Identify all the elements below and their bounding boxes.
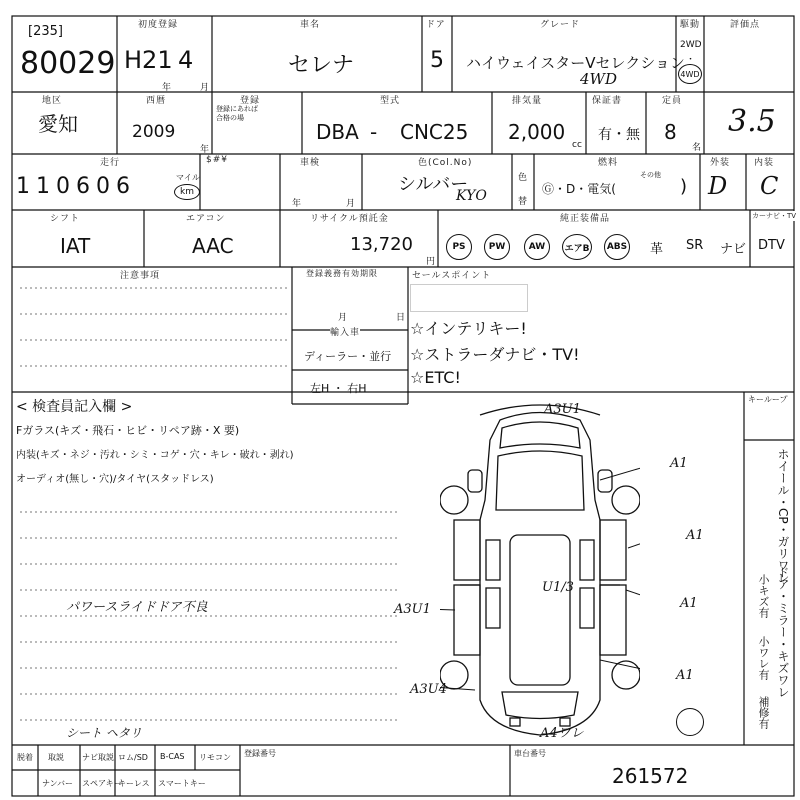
recycle-label: リサイクル預託金 <box>310 211 389 224</box>
warranty: 有・無 <box>598 127 640 143</box>
drive-4wd-circled: 4WD <box>678 64 702 84</box>
inspector-line-glass: Fガラス(キズ・飛石・ヒビ・リペア跡・X 要) <box>16 424 240 437</box>
reg-note-1: 登録にあれば <box>216 105 258 113</box>
equip-pw: PW <box>484 234 510 260</box>
ac: AAC <box>192 234 234 258</box>
repair-note: 補修有 <box>757 696 770 729</box>
fuel: Ⓖ・D・電気( <box>542 182 616 196</box>
damage-mark-right-front-door: A1 <box>686 528 704 543</box>
unit-label: $#¥ <box>206 155 228 165</box>
wheel-note: ホイール・CP・ガリワレ <box>776 448 790 584</box>
damage-mark-roof: U1/3 <box>542 580 574 595</box>
western-year-unit: 年 <box>200 145 210 155</box>
damage-mark-rear-left: A3U4 <box>410 682 447 697</box>
bottom-number: ナンバー <box>42 779 74 788</box>
western-year-label: 西暦 <box>146 93 166 106</box>
extra-label: 脱着 <box>17 753 33 762</box>
circle-mark <box>676 708 704 736</box>
bottom-keyless: キーレス <box>118 779 150 788</box>
reg-number-label: 登録番号 <box>244 749 276 758</box>
lot-number: 80029 <box>20 46 116 81</box>
interior-grade: C <box>760 172 779 200</box>
mile-label: マイル <box>176 173 200 182</box>
lot-prefix: [235] <box>28 24 63 39</box>
import-label: 輸入車 <box>330 325 360 338</box>
car-name: セレナ <box>288 53 355 78</box>
sales-point-1: ☆インテリキー! <box>410 319 527 338</box>
cc-unit: cc <box>572 140 582 150</box>
sales-point-label: セールスポイント <box>412 268 491 281</box>
equip-airbag: エアB <box>562 234 592 260</box>
equip-abs: ABS <box>604 234 630 260</box>
bottom-manual: 取説 <box>48 753 64 762</box>
reg-valid-label: 登録義務有効期限 <box>306 269 378 278</box>
handwritten-note-door: パワースライドドア不良 <box>66 600 208 615</box>
western-year: 2009 <box>132 122 176 142</box>
ac-label: エアコン <box>186 211 226 224</box>
region-label: 地区 <box>42 93 62 106</box>
bottom-spare-key: スペアキー <box>82 779 122 788</box>
exterior-grade: D <box>708 172 728 200</box>
drive-dot: ・ <box>686 55 696 65</box>
damage-mark-front-right: A1 <box>670 456 688 471</box>
damage-mark-rear-right: A1 <box>676 668 694 683</box>
equip-aw: AW <box>524 234 550 260</box>
chassis-number: 261572 <box>612 764 689 788</box>
mileage-digit: 6 <box>116 174 130 199</box>
bottom-bcas: B-CAS <box>160 752 185 761</box>
key-loop-label: キーループ <box>748 395 788 404</box>
mileage-label: 走行 <box>100 155 120 168</box>
capacity: 8 <box>664 120 677 144</box>
damage-mark-right-rear-door: A1 <box>680 596 698 611</box>
sales-point-2: ☆ストラーダナビ・TV! <box>410 345 580 364</box>
inspector-line-interior: 内装(キズ・ネジ・汚れ・シミ・コゲ・穴・キレ・破れ・剥れ) <box>16 450 294 461</box>
damage-mark-rear-bumper: A4ワレ <box>540 726 584 741</box>
warranty-label: 保証書 <box>592 93 622 106</box>
small-scratch-note: 小キズ有 <box>757 574 770 618</box>
reg-label: 登録 <box>240 93 260 106</box>
equip-dtv: DTV <box>758 238 785 253</box>
small-crack-note: 小ワレ有 <box>757 636 770 680</box>
color-change-2: 替 <box>518 197 528 207</box>
interior-label: 内装 <box>754 155 774 168</box>
color: シルバー <box>398 174 469 195</box>
mileage-digit: 1 <box>16 174 30 199</box>
bottom-navi-manual: ナビ取説 <box>82 753 114 762</box>
score-label: 評価点 <box>730 17 760 30</box>
car-name-label: 車名 <box>300 17 320 30</box>
month-unit: 月 <box>200 83 210 93</box>
color-label: 色(Col.No) <box>418 155 472 168</box>
fuel-other: その他 <box>640 171 661 179</box>
caution-label: 注意事項 <box>120 268 160 281</box>
year-unit: 年 <box>162 83 172 93</box>
model-prefix: DBA <box>316 120 359 144</box>
displacement: 2,000 <box>508 120 566 144</box>
shift: IAT <box>60 234 91 258</box>
exterior-label: 外装 <box>710 155 730 168</box>
fuel-close: ) <box>680 176 688 197</box>
bottom-smart-key: スマートキー <box>158 779 206 788</box>
damage-mark-front: A3U1 <box>544 402 581 417</box>
color-change-1: 色 <box>518 173 528 183</box>
equip-navi: ナビ <box>720 242 747 257</box>
equip-leather: 革 <box>650 242 664 257</box>
color-code: KYO <box>456 188 487 204</box>
damage-mark-left-door: A3U1 <box>394 602 431 617</box>
handle-side: 左H ・ 右H <box>310 382 367 395</box>
import-type: ディーラー・並行 <box>304 350 392 363</box>
equip-ps: PS <box>446 234 472 260</box>
inspector-title: < 検査員記入欄 > <box>16 399 133 415</box>
drive-2wd: 2WD <box>680 40 702 50</box>
model-code: CNC25 <box>400 120 469 144</box>
first-reg-label: 初度登録 <box>138 17 178 30</box>
mileage-digit: 0 <box>96 174 110 199</box>
recycle-fee: 13,720 <box>350 234 413 255</box>
mileage-digit: 1 <box>36 174 50 199</box>
fuel-label: 燃料 <box>598 155 618 168</box>
displacement-label: 排気量 <box>512 93 542 106</box>
inspection-month-unit: 月 <box>346 199 356 209</box>
drive-label: 駆動 <box>680 17 700 30</box>
reg-valid-month: 月 <box>338 313 348 323</box>
km-circled: km <box>174 184 200 200</box>
bottom-remote: リモコン <box>199 753 231 762</box>
reg-valid-day: 日 <box>396 313 406 323</box>
reg-month: 4 <box>178 46 194 74</box>
mileage-digit: 6 <box>76 174 90 199</box>
mileage-digit: 0 <box>56 174 70 199</box>
reg-note-2: 合格の場 <box>216 114 244 122</box>
door-mirror-note: ドア・ミラー・キズワレ <box>776 566 790 698</box>
bottom-rom-sd: ロム/SD <box>118 753 148 762</box>
doors-label: ドア <box>426 17 446 30</box>
capacity-unit: 名 <box>692 143 702 153</box>
grade-label: グレード <box>540 17 580 30</box>
score: 3.5 <box>728 104 776 139</box>
equip-sr: SR <box>686 238 704 253</box>
model-dash: - <box>370 120 378 144</box>
grade-note: 4WD <box>580 70 617 88</box>
inspection-label: 車検 <box>300 155 320 168</box>
equipment-label: 純正装備品 <box>560 211 610 224</box>
redacted-box <box>410 284 528 312</box>
doors: 5 <box>430 48 444 73</box>
mileage-digits <box>16 174 130 199</box>
shift-label: シフト <box>50 211 80 224</box>
capacity-label: 定員 <box>662 93 682 106</box>
sales-point-3: ☆ETC! <box>410 368 461 387</box>
grade: ハイウェイスターVセレクション <box>466 54 685 72</box>
reg-era: H21 <box>124 46 173 74</box>
chassis-label: 車台番号 <box>514 749 546 758</box>
car-diagram <box>440 400 640 745</box>
inspection-year-unit: 年 <box>292 199 302 209</box>
car-navi-label: カーナビ・TV <box>752 212 797 220</box>
handwritten-note-seat: シート ヘタリ <box>66 726 142 740</box>
form-label: 型式 <box>380 93 400 106</box>
region: 愛知 <box>38 112 78 136</box>
inspector-line-audio: オーディオ(無し・穴)/タイヤ(スタッドレス) <box>16 474 214 485</box>
yen-unit: 円 <box>426 257 436 267</box>
